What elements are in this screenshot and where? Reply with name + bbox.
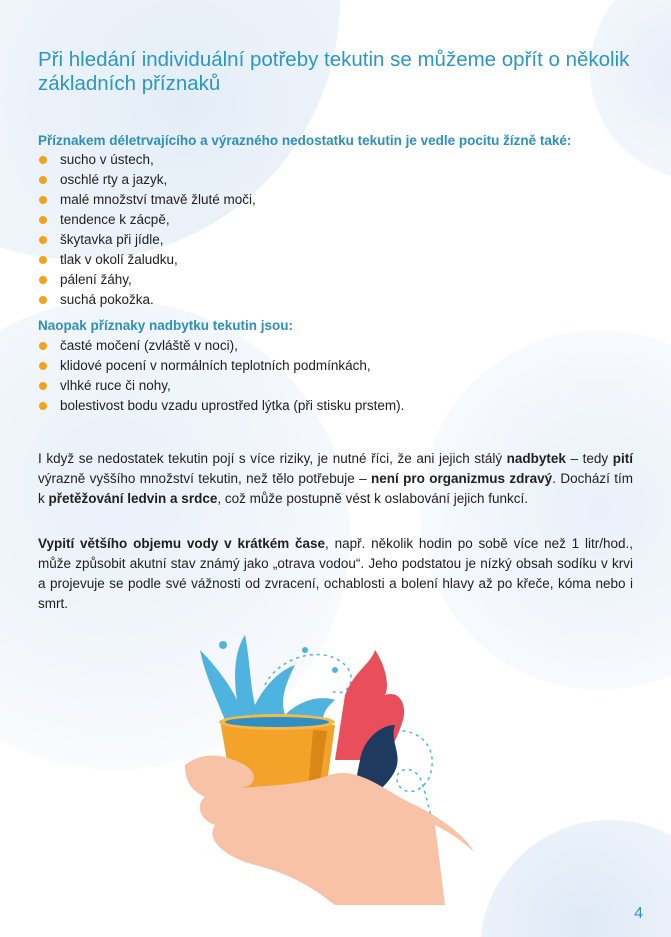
hand-holding-cup-illustration [185,625,485,905]
list-item-text: škytavka při jídle, [60,232,164,247]
list-item-text: vlhké ruce či nohy, [60,378,171,393]
emphasis-text: není pro organizmus zdravý [371,471,553,486]
excess-heading: Naopak příznaky nadbytku tekutin jsou: [38,318,294,333]
bullet-dot-icon [39,296,47,304]
bullet-dot-icon [39,256,47,264]
bullet-dot-icon [39,382,47,390]
bullet-dot-icon [39,156,47,164]
emphasis-text: přetěžování ledvin a srdce [48,491,218,506]
water-drop-icon [302,647,308,653]
list-item-text: tendence k zácpě, [60,212,170,227]
text-span: , což může postupně vést k oslabování jejich funkcí. [217,491,529,506]
bullet-dot-icon [39,402,47,410]
list-item [38,376,638,396]
excess-risk-paragraph [38,449,633,509]
list-item [38,250,638,270]
bullet-dot-icon [39,176,47,184]
list-item [38,190,638,210]
deficit-symptom-list [38,150,638,310]
list-item [38,290,638,310]
list-item-text: bolestivost bodu vzadu uprostřed lýtka (při stisku prstem). [60,398,405,413]
deficit-heading: Příznakem déletrvajícího a výrazného nedostatku tekutin je vedle pocitu žízně také: [38,133,572,148]
bullet-dot-icon [39,276,47,284]
emphasis-text: nadbytek [506,451,566,466]
bullet-dot-icon [39,196,47,204]
water-intoxication-paragraph [38,534,633,614]
list-item-text: sucho v ústech, [60,152,154,167]
text-span: I když se nedostatek tekutin pojí s více riziky, je nutné říci, že ani jejich stálý [38,451,507,466]
water-drop-icon [219,641,227,649]
cup-water-surface [225,717,329,727]
list-item-text: suchá pokožka. [60,292,154,307]
list-item [38,336,638,356]
list-item-text: malé množství tmavě žluté moči, [60,192,256,207]
list-item [38,210,638,230]
text-span: , např. několik hodin po sobě více než 1 litr/hod., může způsobit akutní stav známý jako „otrava vodou“. Jeho podstatou je nízký obsah sodíku v krvi a projevuje se podle své vážnosti od zvracení, ochablosti a bolení hlavy až po křeče, kóma nebo i smrt. [38,536,633,611]
text-span: . Dochází tím k [38,471,633,506]
list-item-text: klidové pocení v normálních teplotních podmínkách, [60,358,371,373]
list-item [38,150,638,170]
excess-symptom-list [38,336,638,416]
list-item-text: pálení žáhy, [60,272,132,287]
hand-shape [185,756,475,905]
list-item [38,170,638,190]
emphasis-text: pití [612,451,634,466]
bullet-dot-icon [39,362,47,370]
list-item-text: tlak v okolí žaludku, [60,252,178,267]
list-item [38,396,638,416]
text-span: – tedy [565,451,613,466]
bullet-dot-icon [39,342,47,350]
list-item [38,230,638,250]
water-drop-icon [332,667,338,673]
emphasis-text: Vypití většího objemu vody v krátkém čase [38,536,326,551]
page-number: 4 [634,905,643,922]
list-item [38,356,638,376]
list-item-text: časté močení (zvláště v noci), [60,338,238,353]
list-item-text: oschlé rty a jazyk, [60,172,168,187]
text-span: výrazně vyššího množství tekutin, než tělo potřebuje – [38,471,371,486]
bullet-dot-icon [39,216,47,224]
page-title: Při hledání individuální potřeby tekutin se můžeme opřít o několik základních příznaků [38,48,630,95]
bullet-dot-icon [39,236,47,244]
list-item [38,270,638,290]
